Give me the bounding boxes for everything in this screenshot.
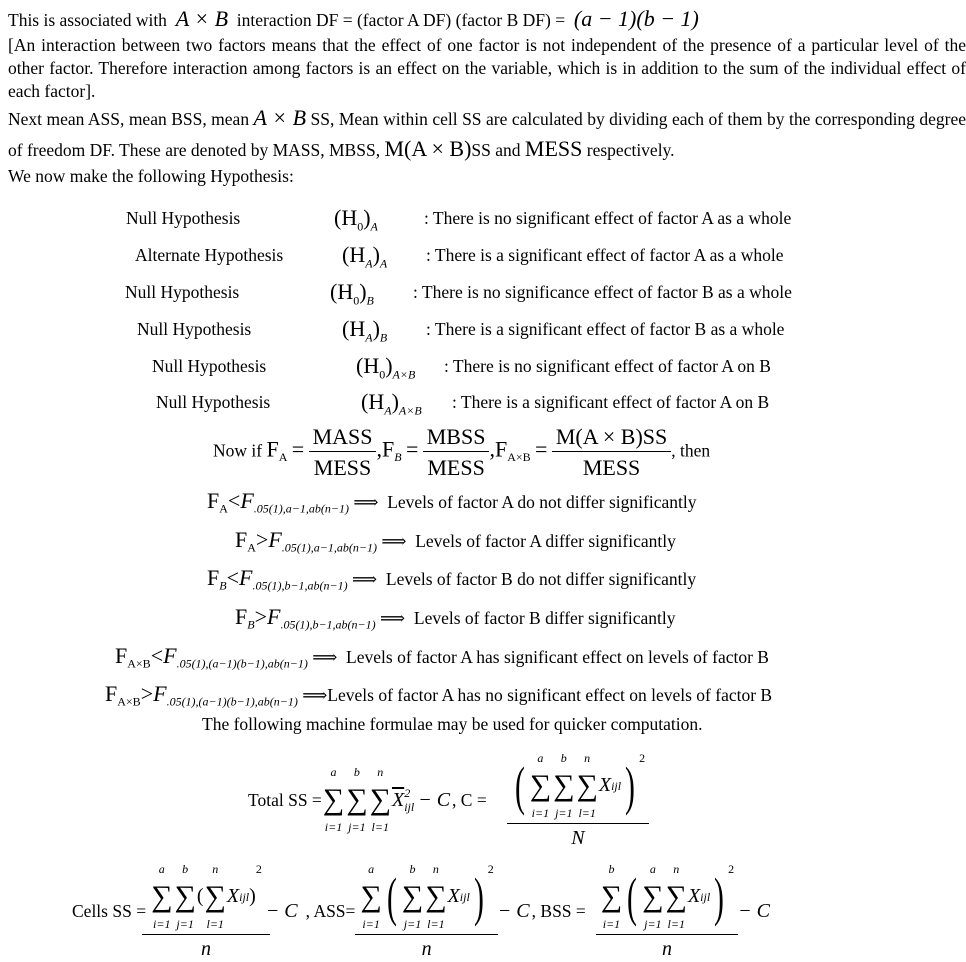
decision-rule (235, 604, 675, 630)
conditions-1-arrow: ⟹ (381, 531, 407, 551)
decision-rule (207, 565, 696, 591)
conditions-1-rhs-sub: .05(1),a−1,ab(n−1) (281, 540, 377, 555)
conditions-0-rhs: F (240, 488, 254, 513)
para2-mess: MESS (524, 136, 583, 161)
ratios-eq: = (405, 436, 419, 462)
ratios-mbss: MBSS (423, 424, 490, 452)
axb-term: A × B (175, 6, 229, 31)
formulae-x: X (598, 774, 612, 796)
conditions-1-lhs-sub: A (247, 540, 256, 555)
formulae-minus-c: − C (497, 899, 530, 922)
hypotheses-3-group: B (379, 330, 388, 345)
math-sum (601, 862, 622, 932)
hypothesis-symbol: $(H_A)_{A\times B}$ (361, 389, 422, 418)
formulae-a: a (649, 861, 656, 876)
math-sum (360, 862, 381, 932)
conditions-3-lhs: F (235, 604, 248, 629)
formulae-j1: j=1 (555, 805, 573, 820)
conditions-5-rhs: F (153, 681, 167, 706)
hypotheses-1-hsub: A (365, 256, 373, 271)
conditions-0-lhs-sub: A (219, 501, 228, 516)
ratios-eq: = (291, 436, 305, 462)
formulae-sigma: ∑ (204, 879, 226, 913)
conditions-0-lhs: F (207, 488, 220, 513)
formulae-sigma: ∑ (360, 879, 382, 913)
conditions-0-op: < (227, 488, 241, 513)
conditions-3-text: Levels of factor B differ significantly (413, 608, 676, 628)
math-num: b ∑ i=1 ( a ∑ j=1 n ∑ l=1 X ijl ) 2 (596, 862, 738, 935)
formulae-c-label: , C = (452, 789, 487, 810)
hypothesis-symbol: $(H_0)_{A\times B}$ (356, 353, 416, 382)
hypothesis-desc: : There is a significant effect of factor A as a whole (426, 245, 784, 265)
hypothesis-desc: : There is a significant effect of factor B as a whole (426, 319, 785, 339)
formulae-x: $\overline{X}$ (391, 788, 405, 811)
ratios-axb: A×B (507, 449, 531, 464)
formulae-i1: i=1 (362, 916, 380, 931)
conditions-5-lhs: F (105, 681, 118, 706)
conditions-4-op: < (150, 643, 164, 668)
formulae-sigma: ∑ (369, 783, 391, 816)
formulae-b: b (608, 861, 615, 876)
hypothesis-symbol: $(H_A)_B$ (342, 316, 388, 345)
conditions-1-text: Levels of factor A differ significantly (415, 531, 676, 551)
formulae-sigma: ∑ (553, 768, 575, 802)
df-formula: (a − 1)(b − 1) (573, 6, 699, 31)
decision-rule (105, 681, 772, 707)
hypotheses-2-group: B (366, 293, 374, 308)
math-sum (530, 751, 551, 821)
hypotheses-5-h: H (368, 389, 385, 414)
formulae-b: b (182, 861, 189, 876)
hypotheses-2-hsub: 0 (353, 293, 360, 308)
formulae-n: n (377, 765, 384, 779)
formulae-lp: ( (514, 755, 525, 816)
hypothesis-symbol: $(H_0)_B$ (330, 279, 374, 308)
ratios-eq: = (535, 436, 548, 462)
formulae-sigma: ∑ (665, 879, 687, 913)
formulae-j1: j=1 (348, 820, 366, 834)
formulae-n: n (212, 861, 219, 876)
formulae-sigma: ∑ (425, 879, 447, 913)
formulae-j1: j=1 (403, 916, 422, 931)
formulae-rp: ) (714, 866, 725, 927)
formulae-ass-label: , ASS= (305, 900, 356, 921)
formulae-sigma: ∑ (346, 783, 368, 816)
formulae-n: n (584, 750, 591, 765)
conditions-2-rhs-sub: .05(1),b−1,ab(n−1) (252, 578, 348, 593)
formulae-a: a (158, 861, 165, 876)
math-sum (553, 751, 574, 821)
formulae-a: a (537, 750, 544, 765)
conditions-0-rhs-sub: .05(1),a−1,ab(n−1) (253, 501, 349, 516)
conditions-1-op: > (255, 527, 269, 552)
math-sum (205, 862, 226, 932)
math-sum (666, 862, 687, 932)
formulae-sigma: ∑ (529, 768, 552, 802)
formulae-sigma: ∑ (600, 879, 623, 913)
bss-fraction (596, 862, 738, 961)
formulae-x: X (226, 885, 240, 907)
f-ratio-definitions (213, 424, 710, 481)
conditions-2-lhs-sub: B (219, 578, 227, 593)
formulae-bss-label: , BSS = (531, 900, 586, 921)
math-num: a ∑ i=1 b ∑ j=1 ( n ∑ l=1 X ijl ) 2 (151, 861, 262, 931)
ratios-b: B (394, 449, 402, 464)
math-sum (370, 765, 391, 835)
formulae-l1: l=1 (427, 916, 445, 931)
conditions-3-lhs-sub: B (247, 617, 255, 632)
conditions-0-text: Levels of factor A do not differ significantly (387, 492, 697, 512)
formulae-b: b (353, 765, 360, 779)
hypothesis-label: Null Hypothesis (137, 319, 252, 339)
hypotheses-4-group: A×B (392, 367, 416, 382)
formulae-n-small: n (142, 934, 270, 961)
hypothesis-desc: : There is no significance effect of factor B as a whole (413, 282, 792, 302)
fb-fraction (423, 424, 490, 481)
formulae-lp: ( (627, 866, 638, 927)
hypotheses-3-hsub: A (365, 330, 373, 345)
conditions-3-rhs-sub: .05(1),b−1,ab(n−1) (280, 617, 376, 632)
hypotheses-0-hsub: 0 (357, 219, 364, 234)
para2-b: SS, Mean within cell SS are calculated by dividing each of them by the corresponding degree of freedom DF. These are denoted by MASS, MBSS, (8, 109, 966, 160)
conditions-2-arrow: ⟹ (352, 569, 378, 589)
conditions-4-arrow: ⟹ (312, 647, 338, 667)
formulae-a: a (368, 861, 375, 876)
hypotheses-5-hsub: A (384, 403, 392, 418)
formulae-sigma: ∑ (642, 879, 664, 913)
formulae-rp: ) (625, 755, 636, 816)
c-fraction (507, 751, 649, 850)
conditions-5-arrow: ⟹ (302, 685, 328, 705)
faxb-fraction (552, 424, 671, 481)
ratios-mass: MASS (309, 424, 377, 452)
hypothesis-label: Null Hypothesis (126, 208, 241, 228)
ratios-f: F (381, 436, 395, 462)
formulae-a: a (330, 765, 337, 779)
formulae-i1: i=1 (531, 805, 550, 820)
formulae-sq: 2 (404, 786, 411, 800)
math-sum (576, 751, 597, 821)
conditions-2-text: Levels of factor B do not differ significantly (385, 569, 697, 589)
interaction-paragraph: [An interaction between two factors means that the effect of one factor is not independent of the presence of a particular level of the other factor. Therefore interaction among factors is an effect on the variable, which is in addition to the sum of the individual effect of each factor]. (8, 35, 966, 101)
conditions-4-text: Levels of factor A has significant effect on levels of factor B (346, 647, 769, 667)
ratios-f: F (266, 436, 279, 462)
hypothesis-intro: We now make the following Hypothesis: (8, 166, 294, 186)
formulae-x-sub: ijl (404, 800, 415, 814)
ratios-maxb: M(A × B)SS (552, 424, 671, 452)
math-sum (346, 765, 367, 835)
hypothesis-symbol: $(H_A)_A$ (342, 242, 388, 271)
conditions-2-op: < (226, 565, 240, 590)
conditions-4-rhs-sub: .05(1),(a−1)(b−1),ab(n−1) (176, 656, 308, 671)
formulae-sq: 2 (728, 861, 735, 876)
total-ss-formula (248, 742, 649, 858)
conditions-4-rhs: F (163, 643, 177, 668)
formulae-minus-c: − C (265, 899, 298, 922)
math-num: ( a ∑ i=1 b ∑ j=1 n ∑ l=1 X ijl ) 2 (507, 751, 649, 824)
conditions-1-lhs: F (235, 527, 248, 552)
ratios-now-if: Now if (213, 440, 263, 461)
hypotheses-0-h: H (341, 205, 358, 230)
formulae-minus-c: − C (418, 788, 451, 811)
formulae-i1: i=1 (324, 820, 343, 834)
formulae-sq: 2 (255, 861, 262, 876)
formulae-sigma: ∑ (401, 879, 424, 913)
ratios-mess: MESS (313, 455, 372, 481)
hypothesis-label: Alternate Hypothesis (135, 245, 284, 265)
hypotheses-1-group: A (379, 256, 388, 271)
math-part (404, 786, 414, 814)
conditions-5-op: > (140, 681, 154, 706)
mean-ss-paragraph (8, 103, 966, 165)
formulae-N: N (571, 826, 585, 849)
formulae-l1: l=1 (206, 916, 224, 931)
formulae-sq: 2 (487, 861, 494, 876)
machine-formulae-intro: The following machine formulae may be used for quicker computation. (202, 714, 703, 734)
formulae-cells-label: Cells SS = (72, 900, 147, 921)
math-sum (174, 862, 195, 932)
intro-rest: interaction DF = (factor A DF) (factor B DF) = (236, 10, 566, 30)
para2-m: M(A × B) (384, 136, 472, 161)
formulae-i1: i=1 (153, 916, 171, 931)
hypothesis-label: Null Hypothesis (152, 356, 267, 376)
hypothesis-label: Null Hypothesis (156, 392, 271, 412)
math-sum (402, 862, 423, 932)
conditions-5-rhs-sub: .05(1),(a−1)(b−1),ab(n−1) (166, 694, 298, 709)
para2-c: SS and (471, 140, 521, 160)
ratios-comma: , (376, 436, 382, 462)
formulae-sigma: ∑ (576, 768, 598, 802)
para2-a: Next mean ASS, mean BSS, mean (8, 109, 250, 129)
ratios-mess: MESS (582, 455, 641, 481)
hypotheses-1-h: H (349, 242, 366, 267)
formulae-b: b (409, 861, 416, 876)
formulae-n: n (673, 861, 680, 876)
hypothesis-desc: : There is a significant effect of factor A on B (452, 392, 770, 412)
formulae-lp: ( (386, 866, 397, 927)
hypotheses-4-hsub: 0 (379, 367, 386, 382)
hypothesis-symbol: $(H_0)_A$ (334, 205, 378, 234)
para2-axb: A × B (253, 105, 307, 130)
formulae-sq: 2 (639, 750, 646, 765)
conditions-3-arrow: ⟹ (380, 608, 406, 628)
conditions-4-lhs-sub: A×B (127, 656, 151, 671)
hypotheses-0-group: A (370, 219, 378, 234)
decision-rule (235, 527, 676, 553)
formulae-b: b (560, 750, 567, 765)
cells-ss-fraction (146, 862, 266, 961)
conditions-3-rhs: F (267, 604, 281, 629)
math-num: a ∑ i=1 ( b ∑ j=1 n ∑ l=1 X ijl ) 2 (355, 862, 497, 935)
hypotheses-3-h: H (349, 316, 366, 341)
conditions-3-op: > (254, 604, 268, 629)
formulae-j1: j=1 (644, 916, 662, 931)
hypothesis-desc: : There is no significant effect of factor A as a whole (424, 208, 792, 228)
formulae-rp: ) (249, 885, 256, 907)
formulae-lp: ( (196, 885, 204, 907)
formulae-l1: l=1 (578, 805, 596, 820)
interaction-df-line (8, 4, 966, 34)
ratios-mess: MESS (427, 455, 485, 481)
conditions-2-lhs: F (207, 565, 220, 590)
hypotheses-5-group: A×B (398, 403, 422, 418)
intro-text: This is associated with (8, 10, 167, 30)
cells-ass-bss-formula (72, 860, 770, 962)
ratios-a: A (278, 449, 288, 464)
formulae-n-small: n (661, 937, 672, 960)
ratios-comma: , (489, 436, 495, 462)
formulae-n: n (432, 861, 439, 876)
ratios-then: , then (671, 440, 711, 461)
hypothesis-desc: : There is no significant effect of factor A on B (444, 356, 771, 376)
decision-rule (115, 643, 769, 669)
formulae-total-label: Total SS = (248, 789, 322, 810)
math-sum (425, 862, 446, 932)
hypotheses-2-h: H (337, 279, 354, 304)
formulae-sigma: ∑ (151, 879, 173, 913)
formulae-minus-c: − C (738, 899, 770, 922)
decision-rule (207, 488, 696, 514)
hypothesis-label: Null Hypothesis (125, 282, 240, 302)
conditions-5-lhs-sub: A×B (117, 694, 141, 709)
ratios-f: F (494, 436, 508, 462)
formulae-j1: j=1 (176, 916, 194, 931)
formulae-x: X (687, 885, 701, 907)
formulae-x: X (447, 885, 460, 907)
formulae-l1: l=1 (371, 820, 389, 834)
fa-fraction (309, 424, 377, 481)
conditions-1-rhs: F (268, 527, 282, 552)
math-sum (151, 862, 172, 932)
math-sum (642, 862, 663, 932)
formulae-rp: ) (473, 866, 484, 927)
formulae-l1: l=1 (667, 916, 685, 931)
conditions-2-rhs: F (239, 565, 253, 590)
formulae-sigma: ∑ (174, 879, 196, 913)
hypotheses-4-h: H (363, 353, 380, 378)
formulae-i1: i=1 (602, 916, 621, 931)
intro-section (8, 4, 966, 188)
para2-d: respectively. (586, 140, 675, 160)
formulae-sigma: ∑ (322, 783, 345, 816)
conditions-5-text: Levels of factor A has no significant effect on levels of factor B (327, 685, 773, 705)
conditions-4-lhs: F (115, 643, 128, 668)
conditions-0-arrow: ⟹ (353, 492, 379, 512)
math-sum (323, 765, 344, 835)
formulae-n-small: n (421, 937, 432, 960)
ass-fraction (355, 862, 497, 961)
